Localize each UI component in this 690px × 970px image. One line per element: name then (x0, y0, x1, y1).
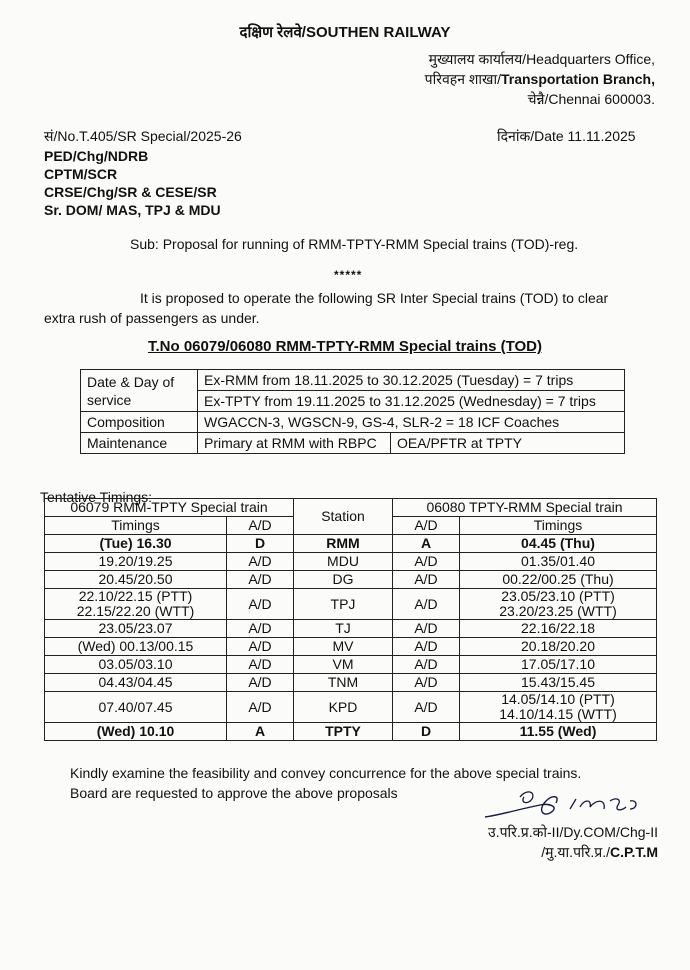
right-timing-cell (460, 656, 657, 674)
right-ad-cell (393, 656, 460, 674)
station-cell-text: TPTY (325, 723, 361, 739)
right-ad-cell (393, 553, 460, 571)
right-timing-cell-text: 00.22/00.25 (Thu) (502, 571, 614, 587)
left-timing-cell-text: 20.45/20.50 (98, 571, 173, 587)
signatory-designation (488, 822, 658, 862)
right-ad-cell-text: A/D (414, 698, 438, 715)
right-ad-cell-text: A/D (414, 620, 438, 636)
letter-title: दक्षिण रेलवे/SOUTHEN RAILWAY (239, 24, 451, 41)
left-timing-cell (45, 620, 227, 638)
left-ad-cell (227, 638, 294, 656)
right-timing-cell (460, 589, 657, 620)
designation-line-2 (488, 842, 658, 862)
left-timing-cell (45, 553, 227, 571)
right-ad-header: A/D (393, 517, 460, 535)
left-ad-cell-text: A (254, 723, 266, 739)
timing-row (45, 553, 657, 571)
right-timing-cell (460, 553, 657, 571)
right-timing-cell (460, 620, 657, 638)
right-timing-cell-text: 20.18/20.20 (521, 638, 595, 654)
reference-number: सं/No.T.405/SR Special/2025-26 (44, 128, 242, 144)
right-ad-cell (393, 535, 460, 553)
left-timing-cell (45, 674, 227, 692)
right-ad-cell (393, 620, 460, 638)
right-ad-cell-text: A/D (414, 571, 438, 587)
closing-line-1: Kindly examine the feasibility and convey concurrence for the above special trains. (70, 765, 582, 781)
timing-row (45, 656, 657, 674)
timing-row (45, 571, 657, 589)
left-ad-cell-text: A/D (248, 698, 272, 715)
timing-rows (45, 535, 657, 741)
left-timing-cell-text: 04.43/04.45 (98, 674, 173, 690)
right-timing-cell-text: 22.16/22.18 (521, 620, 595, 636)
designation-prefix: /मु.या.परि.प्र./ (541, 844, 611, 860)
left-ad-cell-text: A/D (248, 620, 272, 636)
maintenance-primary: Primary at RMM with RBPC (198, 433, 391, 454)
station-cell-text: TJ (335, 620, 351, 636)
left-ad-cell-text: A/D (248, 638, 272, 654)
left-timing-cell-text: (Wed) 10.10 (96, 723, 175, 739)
left-timings-header: Timings (45, 517, 227, 535)
right-timing-cell (460, 723, 657, 741)
station-cell (294, 638, 393, 656)
subject-line: Sub: Proposal for running of RMM-TPTY-RMM Special trains (TOD)-reg. (130, 236, 579, 252)
timing-row (45, 723, 657, 741)
left-ad-header: A/D (227, 517, 294, 535)
left-timing-cell-text: (Wed) 00.13/00.15 (77, 638, 194, 654)
right-train-header: 06080 TPTY-RMM Special train (393, 499, 657, 517)
separator: ***** (334, 268, 363, 282)
left-ad-cell (227, 620, 294, 638)
left-timing-cell-text: 22.10/22.15 (PTT) (78, 588, 193, 604)
composition-cell: WGACCN-3, WGSCN-9, GS-4, SLR-2 = 18 ICF Coaches (198, 412, 625, 433)
station-cell (294, 723, 393, 741)
city-line: चेन्नै/Chennai 600003. (527, 91, 655, 107)
right-ad-cell-text: A/D (414, 638, 438, 654)
left-ad-cell-text: A/D (248, 553, 272, 569)
left-ad-cell-text: A/D (248, 595, 272, 612)
left-timing-cell (45, 589, 227, 620)
station-cell (294, 571, 393, 589)
timing-row (45, 535, 657, 553)
station-cell (294, 589, 393, 620)
right-ad-cell-text: A/D (414, 595, 438, 612)
recipients-list (44, 147, 221, 219)
ex-tpty-cell: Ex-TPTY from 19.11.2025 to 31.12.2025 (Wednesday) = 7 trips (198, 391, 625, 412)
recipient: PED/Chg/NDRB (44, 148, 149, 164)
right-timing-cell-text: 04.45 (Thu) (521, 535, 595, 551)
date-day-label: Date & Day of service (81, 370, 198, 412)
right-timing-cell-text: 23.05/23.10 (PTT) (501, 588, 615, 604)
left-timing-cell (45, 723, 227, 741)
maintenance-label: Maintenance (81, 433, 198, 454)
intro-paragraph: It is proposed to operate the following SR Inter Special trains (TOD) to clear extra rush of passengers as under. (44, 290, 609, 326)
right-timing-cell-text-2: 14.10/14.15 (WTT) (499, 706, 617, 722)
left-timing-cell-text: (Tue) 16.30 (99, 535, 172, 551)
closing-line-2: Board are requested to approve the above proposals (70, 785, 398, 801)
station-cell (294, 553, 393, 571)
right-timing-cell-text: 17.05/17.10 (521, 656, 595, 672)
recipient: Sr. DOM/ MAS, TPJ & MDU (44, 202, 221, 218)
branch-prefix: परिवहन शाखा/ (424, 71, 501, 87)
recipient: CRSE/Chg/SR & CESE/SR (44, 184, 217, 200)
left-timing-cell (45, 656, 227, 674)
right-ad-cell (393, 674, 460, 692)
left-timing-cell-text: 07.40/07.45 (98, 698, 173, 715)
office-line: मुख्यालय कार्यालय/Headquarters Office, (428, 51, 655, 67)
left-ad-cell (227, 674, 294, 692)
left-ad-cell (227, 692, 294, 723)
left-ad-cell (227, 553, 294, 571)
left-train-header: 06079 RMM-TPTY Special train (45, 499, 294, 517)
right-ad-cell-text: D (420, 723, 432, 739)
letter-date: दिनांक/Date 11.11.2025 (497, 128, 636, 144)
right-timing-cell-text-2: 23.20/23.25 (WTT) (499, 603, 617, 619)
left-timing-cell-text: 19.20/19.25 (98, 553, 173, 569)
left-ad-cell-text: A/D (248, 571, 272, 587)
recipient: CPTM/SCR (44, 166, 118, 182)
right-timing-cell (460, 692, 657, 723)
left-ad-cell (227, 723, 294, 741)
timing-row (45, 620, 657, 638)
timings-caption: Tentative Timings: (40, 489, 153, 505)
left-timing-cell-text-2: 22.15/22.20 (WTT) (76, 603, 195, 619)
ex-rmm-cell: Ex-RMM from 18.11.2025 to 30.12.2025 (Tuesday) = 7 trips (198, 370, 625, 391)
designation-line-1: उ.परि.प्र.को-II/Dy.COM/Chg-II (488, 824, 658, 840)
left-ad-cell (227, 571, 294, 589)
station-cell-text: MV (332, 638, 354, 654)
right-timing-cell (460, 535, 657, 553)
right-ad-cell-text: A/D (414, 553, 438, 569)
right-timing-cell-text: 15.43/15.45 (521, 674, 595, 690)
branch-line (425, 70, 655, 89)
left-timing-cell (45, 571, 227, 589)
station-cell-text: RMM (326, 535, 360, 551)
left-ad-cell (227, 535, 294, 553)
station-cell-text: TNM (327, 674, 359, 690)
right-ad-cell (393, 589, 460, 620)
timing-row (45, 638, 657, 656)
station-cell (294, 656, 393, 674)
designation-cptm: C.P.T.M (610, 844, 658, 860)
train-heading: T.No 06079/06080 RMM-TPTY-RMM Special trains (TOD) (148, 338, 542, 355)
left-ad-cell (227, 589, 294, 620)
right-timing-cell (460, 674, 657, 692)
handwritten-signature (480, 787, 650, 825)
station-cell (294, 692, 393, 723)
right-ad-cell (393, 638, 460, 656)
station-cell-text: VM (332, 656, 354, 672)
right-ad-cell (393, 692, 460, 723)
station-cell-text: DG (332, 571, 354, 587)
left-timing-cell (45, 692, 227, 723)
station-cell-text: TPJ (330, 595, 356, 612)
left-ad-cell-text: A/D (248, 656, 272, 672)
station-cell (294, 674, 393, 692)
left-ad-cell-text: A/D (248, 674, 272, 690)
maintenance-oea: OEA/PFTR at TPTY (391, 433, 625, 454)
timings-table (44, 498, 657, 741)
right-ad-cell (393, 723, 460, 741)
station-header: Station (294, 499, 393, 535)
right-timing-cell-text: 11.55 (Wed) (519, 723, 597, 739)
right-timing-cell-text: 14.05/14.10 (PTT) (501, 691, 615, 707)
service-details-table (80, 369, 625, 454)
station-cell (294, 620, 393, 638)
timing-row (45, 692, 657, 723)
right-timing-cell (460, 571, 657, 589)
right-ad-cell-text: A (420, 535, 432, 551)
left-ad-cell (227, 656, 294, 674)
left-timing-cell-text: 23.05/23.07 (98, 620, 173, 636)
station-cell-text: MDU (327, 553, 359, 569)
branch-name: Transportation Branch, (500, 71, 655, 87)
left-timing-cell (45, 535, 227, 553)
right-timing-cell (460, 638, 657, 656)
timing-row (45, 674, 657, 692)
left-timing-cell-text: 03.05/03.10 (98, 656, 173, 672)
right-ad-cell-text: A/D (414, 674, 438, 690)
right-ad-cell (393, 571, 460, 589)
right-timings-header: Timings (460, 517, 657, 535)
timing-row (45, 589, 657, 620)
composition-label: Composition (81, 412, 198, 433)
right-timing-cell-text: 01.35/01.40 (521, 553, 595, 569)
left-ad-cell-text: D (254, 535, 266, 551)
right-ad-cell-text: A/D (414, 656, 438, 672)
station-cell-text: KPD (328, 698, 358, 715)
station-cell (294, 535, 393, 553)
left-timing-cell (45, 638, 227, 656)
